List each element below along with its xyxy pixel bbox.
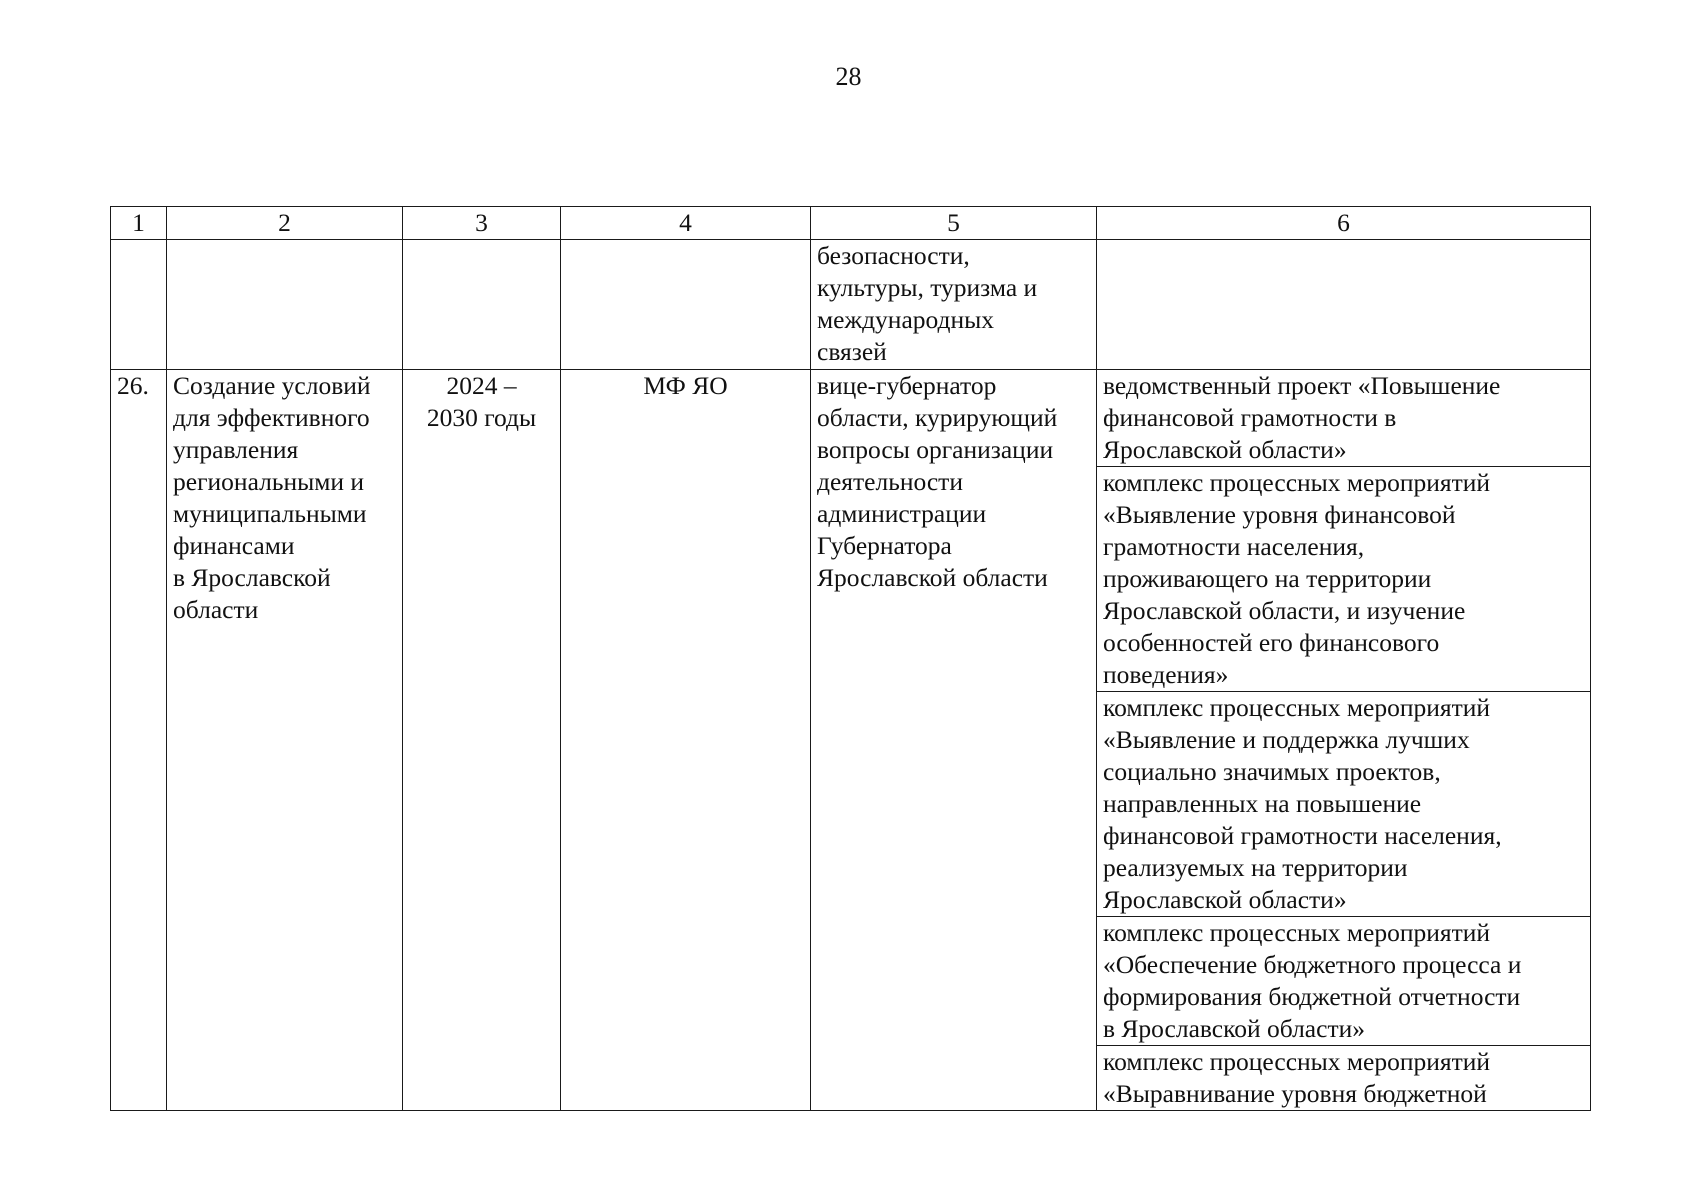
text-line: 2030 годы xyxy=(426,403,537,432)
text-line: управления xyxy=(173,435,299,464)
row-number: 26. xyxy=(111,370,167,1111)
text-line: 2024 – xyxy=(446,371,517,400)
text-line: реализуемых на территории xyxy=(1103,853,1408,882)
text-line: Ярославской области xyxy=(817,563,1048,592)
text-line: «Выравнивание уровня бюджетной xyxy=(1103,1079,1487,1108)
project-item xyxy=(1097,1046,1590,1110)
text-line: финансовой грамотности в xyxy=(1103,403,1397,432)
text-line: безопасности, xyxy=(817,241,970,270)
text-line: Губернатора xyxy=(817,531,952,560)
row-executor: МФ ЯО xyxy=(561,370,811,1111)
header-col-6: 6 xyxy=(1097,207,1591,240)
text-line: Создание условий xyxy=(173,371,371,400)
table-row-26 xyxy=(111,370,1591,1111)
text-line: деятельности xyxy=(817,467,963,496)
continuation-row xyxy=(111,240,1591,370)
text-line: связей xyxy=(817,337,887,366)
project-item xyxy=(1097,370,1590,467)
text-line: области xyxy=(173,595,259,624)
text-line: муниципальными xyxy=(173,499,367,528)
text-line: комплекс процессных мероприятий xyxy=(1103,468,1491,497)
text-line: финансовой грамотности населения, xyxy=(1103,821,1502,850)
cont-cell-1 xyxy=(111,240,167,370)
text-line: направленных на повышение xyxy=(1103,789,1422,818)
text-line: проживающего на территории xyxy=(1103,564,1432,593)
text-line: комплекс процессных мероприятий xyxy=(1103,1047,1491,1076)
text-line: ведомственный проект «Повышение xyxy=(1103,371,1501,400)
text-line: особенностей его финансового xyxy=(1103,628,1440,657)
text-line: комплекс процессных мероприятий xyxy=(1103,918,1491,947)
text-line: в Ярославской области» xyxy=(1103,1014,1365,1043)
text-line: «Обеспечение бюджетного процесса и xyxy=(1103,950,1522,979)
cont-cell-responsible xyxy=(811,240,1097,370)
row-responsible xyxy=(811,370,1097,1111)
text-line: формирования бюджетной отчетности xyxy=(1103,982,1521,1011)
row-title xyxy=(167,370,403,1111)
header-col-5: 5 xyxy=(811,207,1097,240)
cont-cell-6 xyxy=(1097,240,1591,370)
header-col-4: 4 xyxy=(561,207,811,240)
text-line: Ярославской области, и изучение xyxy=(1103,596,1466,625)
text-line: международных xyxy=(817,305,995,334)
page-number: 28 xyxy=(835,62,862,91)
header-row xyxy=(111,207,1591,240)
project-item xyxy=(1097,917,1590,1046)
text-line: в Ярославской xyxy=(173,563,331,592)
project-item xyxy=(1097,692,1590,917)
header-col-2: 2 xyxy=(167,207,403,240)
text-line: грамотности населения, xyxy=(1103,532,1365,561)
text-line: региональными и xyxy=(173,467,365,496)
text-line: для эффективного xyxy=(173,403,370,432)
text-line: Ярославской области» xyxy=(1103,885,1347,914)
text-line: «Выявление и поддержка лучших xyxy=(1103,725,1470,754)
row-period xyxy=(403,370,561,1111)
text-line: социально значимых проектов, xyxy=(1103,757,1441,786)
header-col-3: 3 xyxy=(403,207,561,240)
cont-cell-4 xyxy=(561,240,811,370)
text-line: вопросы организации xyxy=(817,435,1054,464)
text-line: финансами xyxy=(173,531,295,560)
text-line: культуры, туризма и xyxy=(817,273,1038,302)
text-line: области, курирующий xyxy=(817,403,1058,432)
text-line: поведения» xyxy=(1103,660,1229,689)
text-line: администрации xyxy=(817,499,987,528)
cont-cell-2 xyxy=(167,240,403,370)
cont-cell-3 xyxy=(403,240,561,370)
row-projects xyxy=(1097,370,1591,1111)
project-item xyxy=(1097,467,1590,692)
text-line: комплекс процессных мероприятий xyxy=(1103,693,1491,722)
header-col-1: 1 xyxy=(111,207,167,240)
document-table xyxy=(110,206,1591,1111)
text-line: вице-губернатор xyxy=(817,371,997,400)
text-line: «Выявление уровня финансовой xyxy=(1103,500,1456,529)
text-line: Ярославской области» xyxy=(1103,435,1347,464)
